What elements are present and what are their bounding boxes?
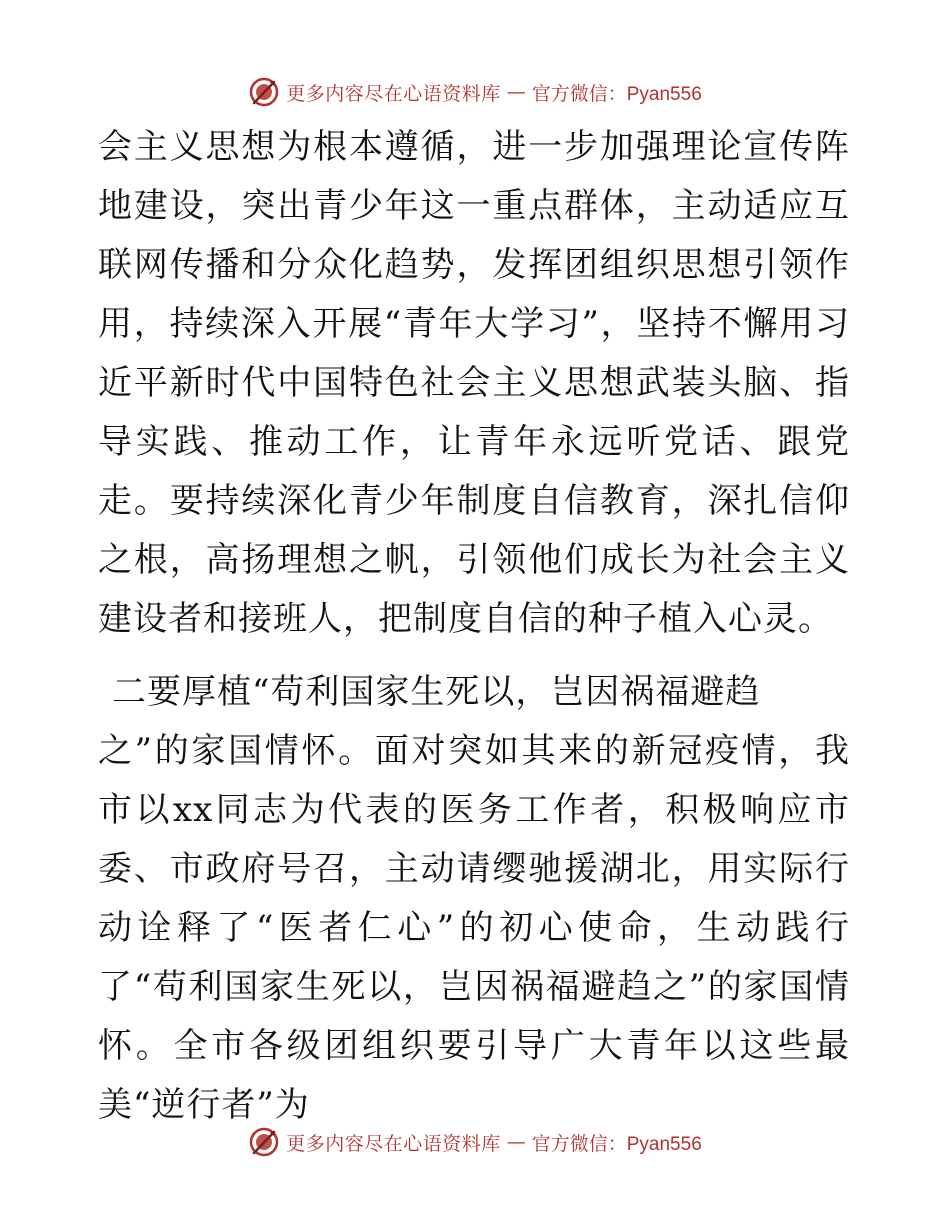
paragraph: 会主义思想为根本遵循，进一步加强理论宣传阵地建设，突出青少年这一重点群体，主动适应互联网传播和分众化趋势，发挥团组织思想引领作用，持续深入开展“青年大学习”，坚持不懈用习近平新时代中国特色社会主义思想武装头脑、指导实践、推动工作，让青年永远听党话、跟党走。要持续深化青少年制度自信教育，深扎信仰之根，高扬理想之帆，引领他们成长为社会主义建设者和接班人，把制度自信的种子植入心灵。 bbox=[98, 127, 850, 639]
quill-seal-icon bbox=[248, 1126, 280, 1158]
paragraph-heading: 二要厚植“苟利国家生死以，岂因祸福避趋 bbox=[112, 672, 761, 712]
footer-watermark bbox=[0, 1122, 950, 1162]
watermark-separator: — bbox=[506, 1131, 526, 1153]
paragraph bbox=[98, 663, 850, 1135]
paragraph-body: 之”的家国情怀。面对突如其来的新冠疫情，我市以xx同志为代表的医务工作者，积极响应市委、市政府号召，主动请缨驰援湖北，用实际行动诠释了“医者仁心”的初心使命，生动践行了“苟利国家生死以，岂因祸福避趋之”的家国情怀。全市各级团组织要引导广大青年以这些最美“逆行者”为 bbox=[98, 731, 850, 1125]
quill-seal-icon bbox=[248, 76, 280, 108]
header-watermark bbox=[0, 72, 950, 112]
watermark-text: 更多内容尽在心语资料库 bbox=[286, 1132, 501, 1155]
document-body bbox=[98, 118, 850, 1135]
watermark-text: 更多内容尽在心语资料库 bbox=[286, 82, 501, 105]
watermark-separator: — bbox=[506, 81, 526, 103]
watermark-account: 官方微信：Pyan556 bbox=[531, 83, 702, 105]
watermark-account: 官方微信：Pyan556 bbox=[531, 1133, 702, 1155]
